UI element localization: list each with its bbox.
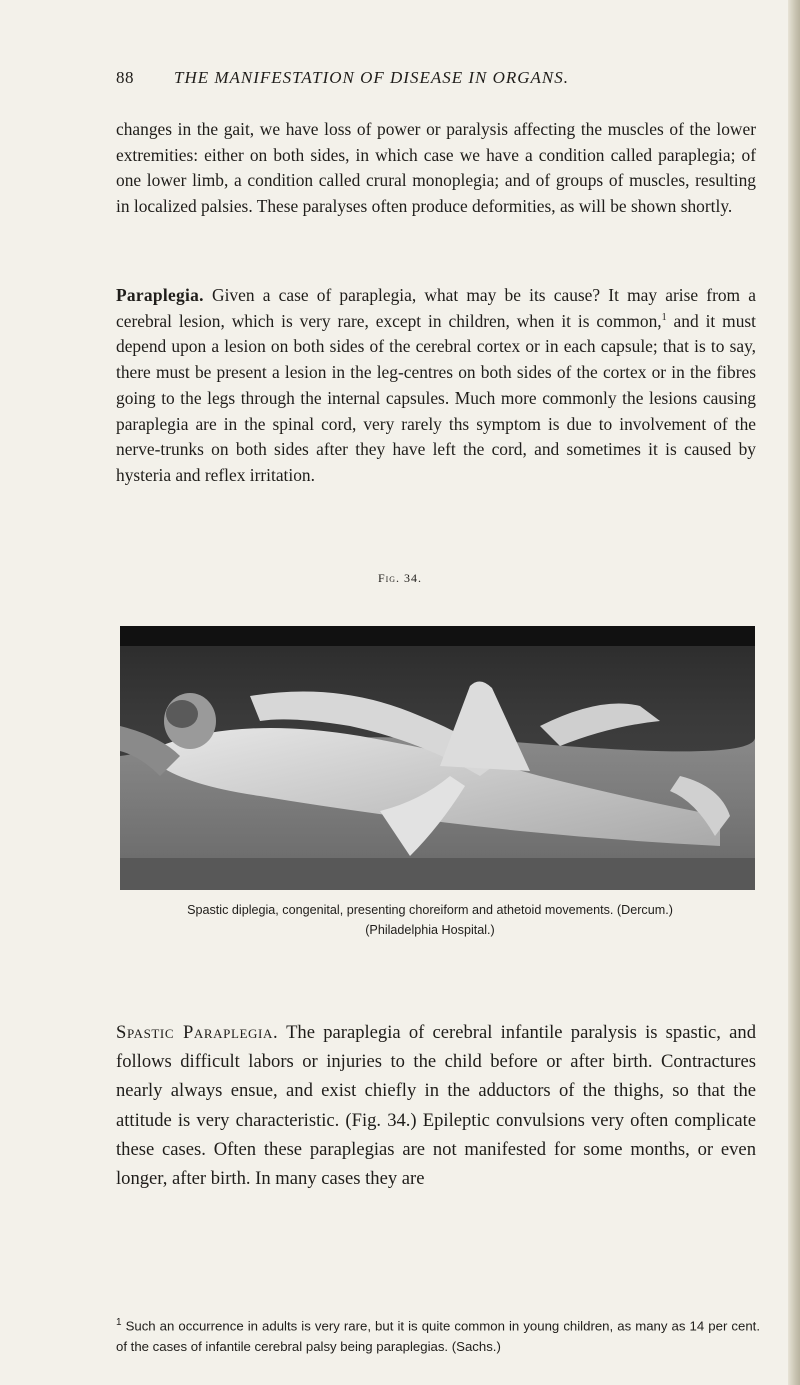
paragraph-2-text-a: Given a case of paraplegia, what may be its cause? It may arise from a cerebral lesion, which is very rare, except in children, when it is common, [116, 285, 756, 331]
running-title: THE MANIFESTATION OF DISEASE IN ORGANS. [174, 68, 570, 87]
section-heading-spastic-paraplegia: Spastic Paraplegia. [116, 1022, 279, 1043]
section-heading-paraplegia: Paraplegia. [116, 285, 204, 305]
page-number: 88 [116, 68, 134, 87]
paragraph-3-text: The paraplegia of cerebral infantile paralysis is spastic, and follows difficult labors or injuries to the child before or after birth. Contractures nearly always ensue, and exist chiefly in the adductors of the thighs, so that the attitude is very characteristic. (Fig. 34.) Epileptic convulsions very often complicate these cases. Often these paraplegias are not manifested for some months, or even longer, after birth. In many cases they are [116, 1022, 756, 1190]
footnote [116, 1312, 760, 1357]
footnote-reference: 1 [661, 311, 667, 323]
footnote-mark: 1 [116, 1317, 122, 1328]
page-header [116, 68, 726, 92]
paragraph-2 [116, 283, 756, 489]
figure-photograph [120, 626, 755, 890]
figure-label: Fig. 34. [377, 571, 423, 585]
caption-line-2: (Philadelphia Hospital.) [365, 923, 495, 937]
patient-photo-illustration [120, 626, 755, 890]
caption-line-1: Spastic diplegia, congenital, presenting choreiform and athetoid movements. (Dercum.) [187, 903, 673, 917]
paragraph-3 [116, 1018, 756, 1193]
footnote-text: Such an occurrence in adults is very rare, but it is quite common in young children, as many as 14 per cent. of the cases of infantile cerebral palsy being paraplegias. (Sachs.) [116, 1318, 760, 1355]
paragraph-2-text-b: and it must depend upon a lesion on both sides of the cerebral cortex or in each capsule; that is to say, there must be present a lesion in the leg-centres on both sides of the cortex or in the fibres going to the legs through the internal capsules. Much more commonly the lesions causing paraplegia are in the spinal cord, very rarely ths symptom is due to involvement of the nerve-trunks on both sides after they have left the cord, and sometimes it is caused by hysteria and reflex irritation. [116, 310, 756, 485]
page-edge-shadow [788, 0, 800, 1385]
paragraph-1: changes in the gait, we have loss of power or paralysis affecting the muscles of the lower extremities: either on both sides, in which case we have a condition called paraplegia; of one lower limb, a condition called crural monoplegia; and of groups of muscles, resulting in localized palsies. These paralyses often produce deformities, as will be shown shortly. [116, 119, 756, 217]
figure-caption [100, 900, 760, 940]
